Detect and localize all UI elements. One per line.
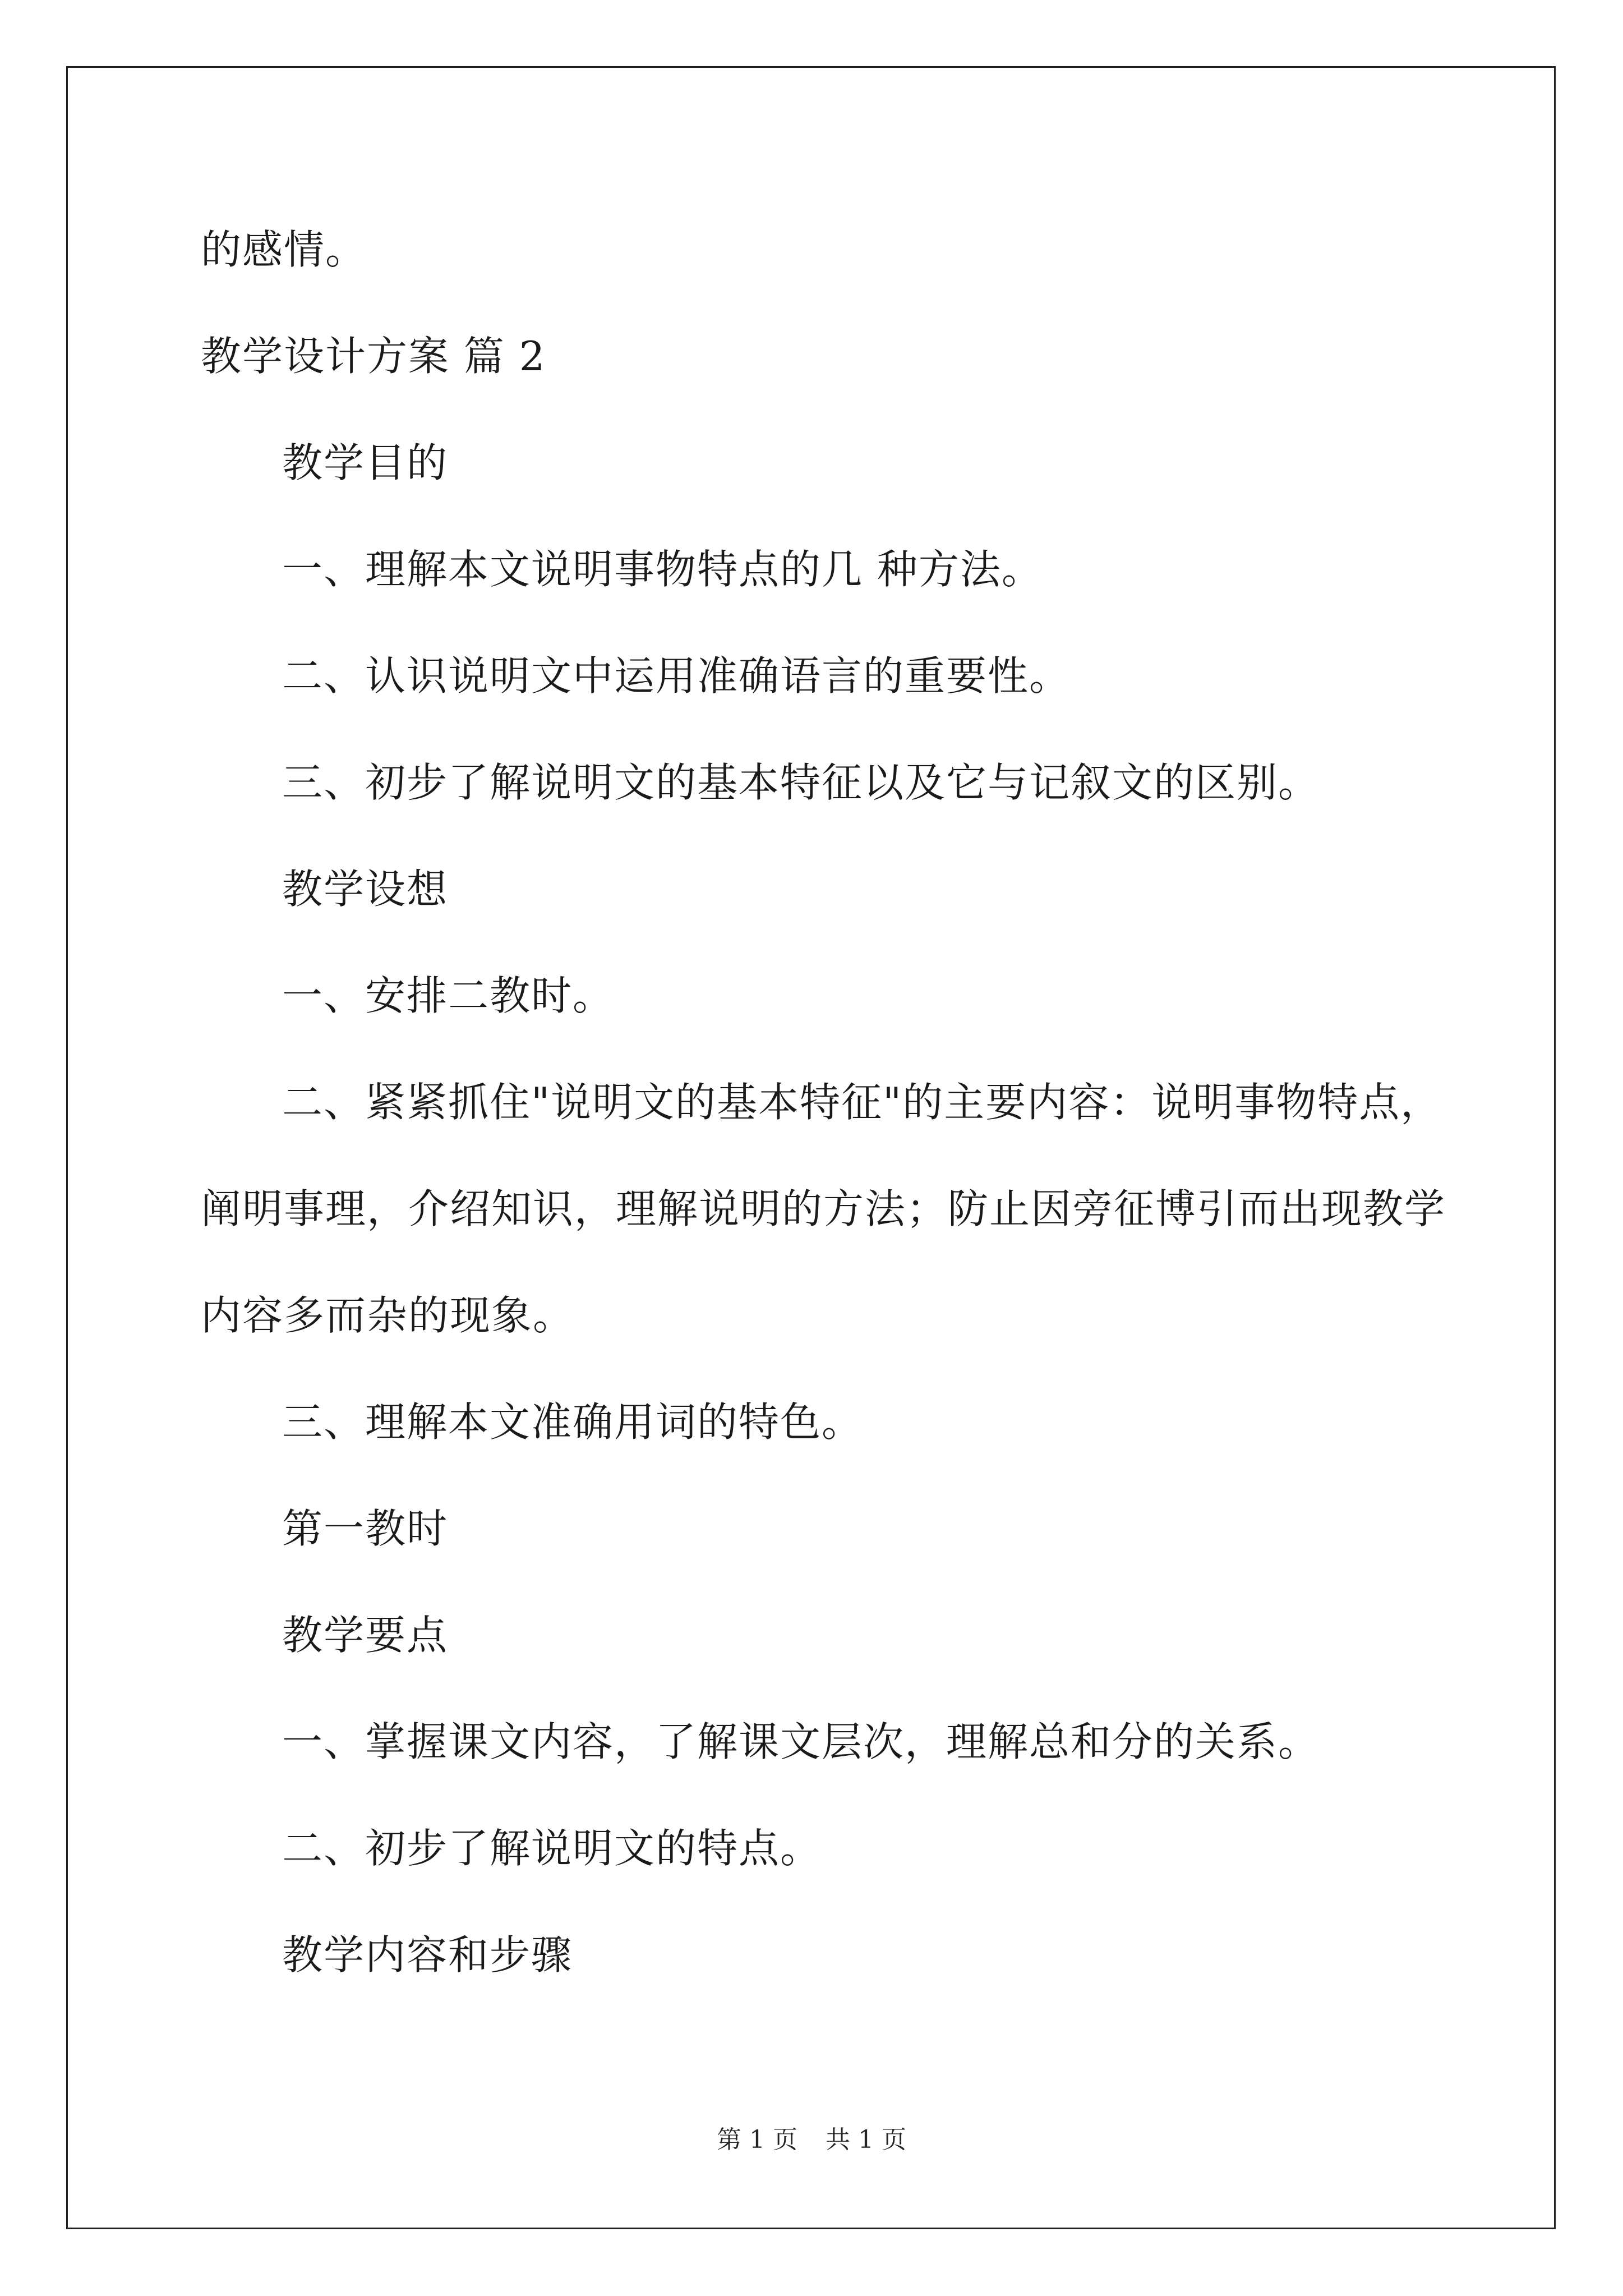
list-item: 二、紧紧抓住"说明文的基本特征"的主要内容：说明事物特点， [282, 1079, 1442, 1126]
list-item: 三、理解本文准确用词的特色。 [282, 1398, 864, 1446]
list-item: 三、初步了解说明文的基本特征以及它与记叙文的区别。 [282, 759, 1320, 806]
subheading-content-steps: 教学内容和步骤 [282, 1931, 573, 1978]
page-footer [0, 2123, 1623, 2157]
paragraph-line: 的感情。 [201, 226, 367, 273]
paragraph-line: 阐明事理，介绍知识，理解说明的方法；防止因旁征博引而出现教学 [201, 1185, 1446, 1232]
list-item: 二、初步了解说明文的特点。 [282, 1825, 822, 1872]
list-item: 一、理解本文说明事物特点的几 种方法。 [282, 546, 1043, 593]
section-heading: 教学设计方案 篇 2 [201, 333, 546, 380]
list-item: 二、认识说明文中运用准确语言的重要性。 [282, 652, 1071, 700]
page-number-total: 共 1 页 [826, 2125, 906, 2154]
page-border [66, 66, 1556, 2229]
subheading-teaching-ideas: 教学设想 [282, 866, 449, 913]
page-number-current: 第 1 页 [717, 2125, 797, 2154]
list-item: 一、安排二教时。 [282, 972, 615, 1019]
subheading-teaching-goals: 教学目的 [282, 439, 449, 486]
list-item: 一、掌握课文内容，了解课文层次，理解总和分的关系。 [282, 1718, 1320, 1765]
subheading-first-lesson: 第一教时 [282, 1505, 449, 1552]
paragraph-line: 内容多而杂的现象。 [201, 1292, 575, 1339]
subheading-key-points: 教学要点 [282, 1612, 449, 1659]
